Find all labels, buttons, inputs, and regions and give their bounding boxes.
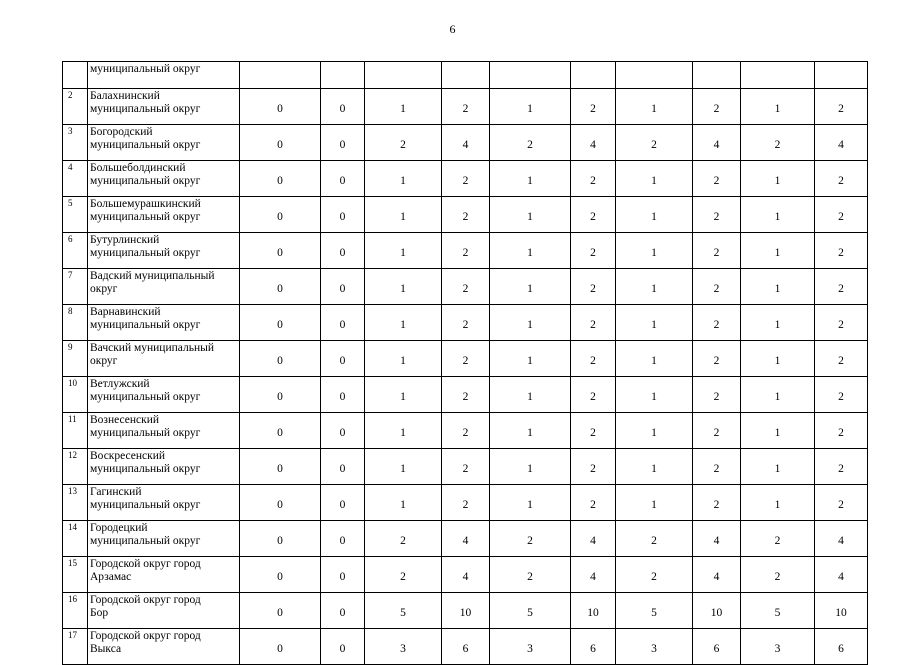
row-number-cell: 10: [63, 377, 88, 413]
value-cell: 1: [365, 269, 442, 305]
value-cell: 1: [741, 449, 815, 485]
row-number-cell: 11: [63, 413, 88, 449]
value-cell: 0: [240, 485, 321, 521]
value-cell: 1: [616, 449, 693, 485]
value-cell: 6: [442, 629, 490, 665]
municipality-name-cell: Городской округ город Арзамас: [88, 557, 240, 593]
value-cell: 1: [365, 305, 442, 341]
municipality-name-cell: Гагинский муниципальный округ: [88, 485, 240, 521]
value-cell: 0: [321, 161, 365, 197]
value-cell: 0: [321, 269, 365, 305]
page-number: 6: [449, 22, 456, 36]
value-cell: 0: [321, 449, 365, 485]
value-cell: 0: [240, 413, 321, 449]
row-number-cell: 3: [63, 125, 88, 161]
table-row: [63, 305, 868, 341]
value-cell: 2: [693, 161, 741, 197]
value-cell: 5: [365, 593, 442, 629]
value-cell: 0: [240, 341, 321, 377]
value-cell: 1: [365, 161, 442, 197]
municipality-name-cell: Вознесенский муниципальный округ: [88, 413, 240, 449]
value-cell: 3: [365, 629, 442, 665]
value-cell: 0: [240, 89, 321, 125]
value-cell: 1: [741, 233, 815, 269]
value-cell: 0: [240, 449, 321, 485]
value-cell: 1: [741, 341, 815, 377]
value-cell: 1: [616, 305, 693, 341]
value-cell: 2: [693, 377, 741, 413]
value-cell: 10: [442, 593, 490, 629]
row-number-cell: 13: [63, 485, 88, 521]
value-cell: 2: [693, 269, 741, 305]
value-cell: 0: [321, 233, 365, 269]
value-cell: 2: [815, 305, 868, 341]
value-cell: 2: [442, 89, 490, 125]
value-cell: 1: [365, 233, 442, 269]
value-cell: 1: [365, 89, 442, 125]
value-cell: 0: [321, 593, 365, 629]
value-cell: 1: [365, 449, 442, 485]
value-cell: 2: [490, 125, 571, 161]
value-cell: 0: [240, 377, 321, 413]
value-cell: 2: [571, 269, 616, 305]
value-cell: 2: [616, 557, 693, 593]
value-cell: 2: [815, 413, 868, 449]
value-cell: 2: [442, 197, 490, 233]
value-cell: 0: [321, 377, 365, 413]
value-cell: 1: [616, 161, 693, 197]
value-cell: [571, 62, 616, 89]
value-cell: 0: [240, 269, 321, 305]
value-cell: 2: [815, 449, 868, 485]
table-row: [63, 629, 868, 665]
value-cell: 0: [321, 521, 365, 557]
value-cell: 2: [571, 449, 616, 485]
value-cell: 2: [741, 557, 815, 593]
municipality-name-cell: Бутурлинский муниципальный округ: [88, 233, 240, 269]
value-cell: 2: [571, 89, 616, 125]
value-cell: 2: [442, 305, 490, 341]
value-cell: 1: [490, 413, 571, 449]
value-cell: 2: [571, 161, 616, 197]
value-cell: 1: [490, 449, 571, 485]
value-cell: 4: [442, 125, 490, 161]
value-cell: 1: [365, 377, 442, 413]
value-cell: 0: [321, 89, 365, 125]
row-number-cell: 2: [63, 89, 88, 125]
value-cell: 1: [741, 269, 815, 305]
value-cell: 10: [693, 593, 741, 629]
municipality-name-cell: Воскресенский муниципальный округ: [88, 449, 240, 485]
value-cell: 4: [693, 521, 741, 557]
value-cell: 6: [571, 629, 616, 665]
value-cell: 1: [741, 413, 815, 449]
value-cell: 1: [490, 197, 571, 233]
value-cell: 4: [693, 557, 741, 593]
table-row: [63, 233, 868, 269]
value-cell: 1: [365, 197, 442, 233]
value-cell: 0: [240, 197, 321, 233]
value-cell: 5: [616, 593, 693, 629]
value-cell: 4: [571, 125, 616, 161]
value-cell: 2: [490, 557, 571, 593]
value-cell: 0: [240, 233, 321, 269]
municipality-name-cell: Большемурашкинский муниципальный округ: [88, 197, 240, 233]
table-row: [63, 269, 868, 305]
value-cell: 2: [571, 305, 616, 341]
row-number-cell: 4: [63, 161, 88, 197]
value-cell: [741, 62, 815, 89]
table-row: [63, 377, 868, 413]
municipality-name-cell: Вадский муниципальный округ: [88, 269, 240, 305]
value-cell: 2: [815, 233, 868, 269]
value-cell: [815, 62, 868, 89]
value-cell: 2: [815, 89, 868, 125]
value-cell: 2: [442, 341, 490, 377]
municipality-name-cell: Ветлужский муниципальный округ: [88, 377, 240, 413]
value-cell: 2: [442, 377, 490, 413]
table-row: [63, 89, 868, 125]
value-cell: 2: [365, 521, 442, 557]
value-cell: 1: [490, 305, 571, 341]
municipality-name-cell: Варнавинский муниципальный округ: [88, 305, 240, 341]
municipality-name-cell: Городской округ город Выкса: [88, 629, 240, 665]
value-cell: 2: [815, 269, 868, 305]
value-cell: 2: [616, 125, 693, 161]
value-cell: [442, 62, 490, 89]
value-cell: 2: [571, 377, 616, 413]
allocation-table: [62, 61, 868, 665]
value-cell: 0: [321, 125, 365, 161]
value-cell: 1: [616, 413, 693, 449]
value-cell: 1: [741, 89, 815, 125]
value-cell: 1: [490, 89, 571, 125]
value-cell: 0: [240, 629, 321, 665]
value-cell: 1: [490, 341, 571, 377]
municipality-name-cell: Городской округ город Бор: [88, 593, 240, 629]
value-cell: 2: [442, 449, 490, 485]
value-cell: 2: [815, 161, 868, 197]
value-cell: 0: [321, 341, 365, 377]
value-cell: 2: [741, 521, 815, 557]
row-number-cell: 15: [63, 557, 88, 593]
value-cell: 2: [442, 269, 490, 305]
value-cell: [616, 62, 693, 89]
value-cell: 2: [571, 197, 616, 233]
value-cell: 2: [442, 161, 490, 197]
value-cell: 2: [815, 377, 868, 413]
value-cell: 0: [321, 485, 365, 521]
value-cell: 1: [741, 485, 815, 521]
value-cell: 1: [616, 233, 693, 269]
value-cell: 1: [616, 341, 693, 377]
table-row: [63, 161, 868, 197]
table-row: [63, 197, 868, 233]
value-cell: 0: [240, 521, 321, 557]
table-row: [63, 62, 868, 89]
value-cell: 2: [741, 125, 815, 161]
value-cell: 4: [693, 125, 741, 161]
value-cell: 2: [442, 413, 490, 449]
value-cell: 2: [365, 557, 442, 593]
value-cell: 1: [365, 485, 442, 521]
value-cell: 2: [693, 449, 741, 485]
municipality-name-cell: муниципальный округ: [88, 62, 240, 89]
municipality-name-cell: Богородский муниципальный округ: [88, 125, 240, 161]
row-number-cell: 5: [63, 197, 88, 233]
row-number-cell: 14: [63, 521, 88, 557]
value-cell: 1: [616, 377, 693, 413]
value-cell: 2: [693, 413, 741, 449]
value-cell: 4: [815, 557, 868, 593]
table-body: [63, 62, 868, 665]
value-cell: 1: [616, 269, 693, 305]
value-cell: 2: [490, 521, 571, 557]
value-cell: 0: [321, 305, 365, 341]
value-cell: 4: [442, 557, 490, 593]
value-cell: 2: [571, 233, 616, 269]
value-cell: 5: [490, 593, 571, 629]
value-cell: 3: [741, 629, 815, 665]
table-row: [63, 485, 868, 521]
value-cell: 10: [815, 593, 868, 629]
value-cell: 6: [815, 629, 868, 665]
municipality-name-cell: Вачский муниципальный округ: [88, 341, 240, 377]
value-cell: 0: [240, 557, 321, 593]
value-cell: 5: [741, 593, 815, 629]
value-cell: 4: [815, 125, 868, 161]
value-cell: 1: [365, 341, 442, 377]
table-row: [63, 341, 868, 377]
value-cell: 2: [815, 485, 868, 521]
value-cell: 2: [693, 485, 741, 521]
value-cell: 2: [693, 305, 741, 341]
value-cell: 1: [490, 485, 571, 521]
value-cell: 1: [616, 197, 693, 233]
value-cell: 2: [815, 197, 868, 233]
value-cell: [365, 62, 442, 89]
row-number-cell: 12: [63, 449, 88, 485]
value-cell: 2: [693, 89, 741, 125]
row-number-cell: 16: [63, 593, 88, 629]
table-row: [63, 449, 868, 485]
value-cell: 2: [693, 197, 741, 233]
value-cell: 0: [240, 593, 321, 629]
value-cell: 1: [490, 377, 571, 413]
value-cell: 1: [490, 233, 571, 269]
value-cell: 2: [571, 413, 616, 449]
row-number-cell: 17: [63, 629, 88, 665]
value-cell: 2: [365, 125, 442, 161]
value-cell: 4: [442, 521, 490, 557]
value-cell: 4: [571, 557, 616, 593]
value-cell: [240, 62, 321, 89]
value-cell: 1: [616, 485, 693, 521]
value-cell: [490, 62, 571, 89]
table-row: [63, 593, 868, 629]
value-cell: 1: [741, 377, 815, 413]
row-number-cell: 7: [63, 269, 88, 305]
value-cell: 1: [741, 197, 815, 233]
value-cell: 0: [321, 197, 365, 233]
value-cell: 1: [741, 161, 815, 197]
value-cell: 10: [571, 593, 616, 629]
value-cell: 0: [321, 629, 365, 665]
table-row: [63, 557, 868, 593]
value-cell: 0: [321, 557, 365, 593]
value-cell: 0: [240, 305, 321, 341]
row-number-cell: [63, 62, 88, 89]
value-cell: 1: [365, 413, 442, 449]
row-number-cell: 6: [63, 233, 88, 269]
value-cell: 2: [693, 341, 741, 377]
value-cell: 3: [616, 629, 693, 665]
municipality-name-cell: Большеболдинский муниципальный округ: [88, 161, 240, 197]
municipality-name-cell: Городецкий муниципальный округ: [88, 521, 240, 557]
value-cell: 2: [693, 233, 741, 269]
value-cell: 2: [442, 485, 490, 521]
municipality-name-cell: Балахнинский муниципальный округ: [88, 89, 240, 125]
value-cell: 2: [815, 341, 868, 377]
value-cell: 0: [240, 125, 321, 161]
value-cell: 1: [616, 89, 693, 125]
value-cell: 4: [571, 521, 616, 557]
value-cell: [321, 62, 365, 89]
value-cell: 4: [815, 521, 868, 557]
row-number-cell: 9: [63, 341, 88, 377]
value-cell: 2: [616, 521, 693, 557]
value-cell: 1: [490, 161, 571, 197]
table-row: [63, 125, 868, 161]
value-cell: 0: [240, 161, 321, 197]
table-row: [63, 521, 868, 557]
value-cell: 0: [321, 413, 365, 449]
value-cell: 2: [571, 341, 616, 377]
value-cell: 3: [490, 629, 571, 665]
value-cell: 2: [571, 485, 616, 521]
value-cell: 6: [693, 629, 741, 665]
value-cell: 1: [490, 269, 571, 305]
table-row: [63, 413, 868, 449]
row-number-cell: 8: [63, 305, 88, 341]
value-cell: [693, 62, 741, 89]
value-cell: 2: [442, 233, 490, 269]
value-cell: 1: [741, 305, 815, 341]
